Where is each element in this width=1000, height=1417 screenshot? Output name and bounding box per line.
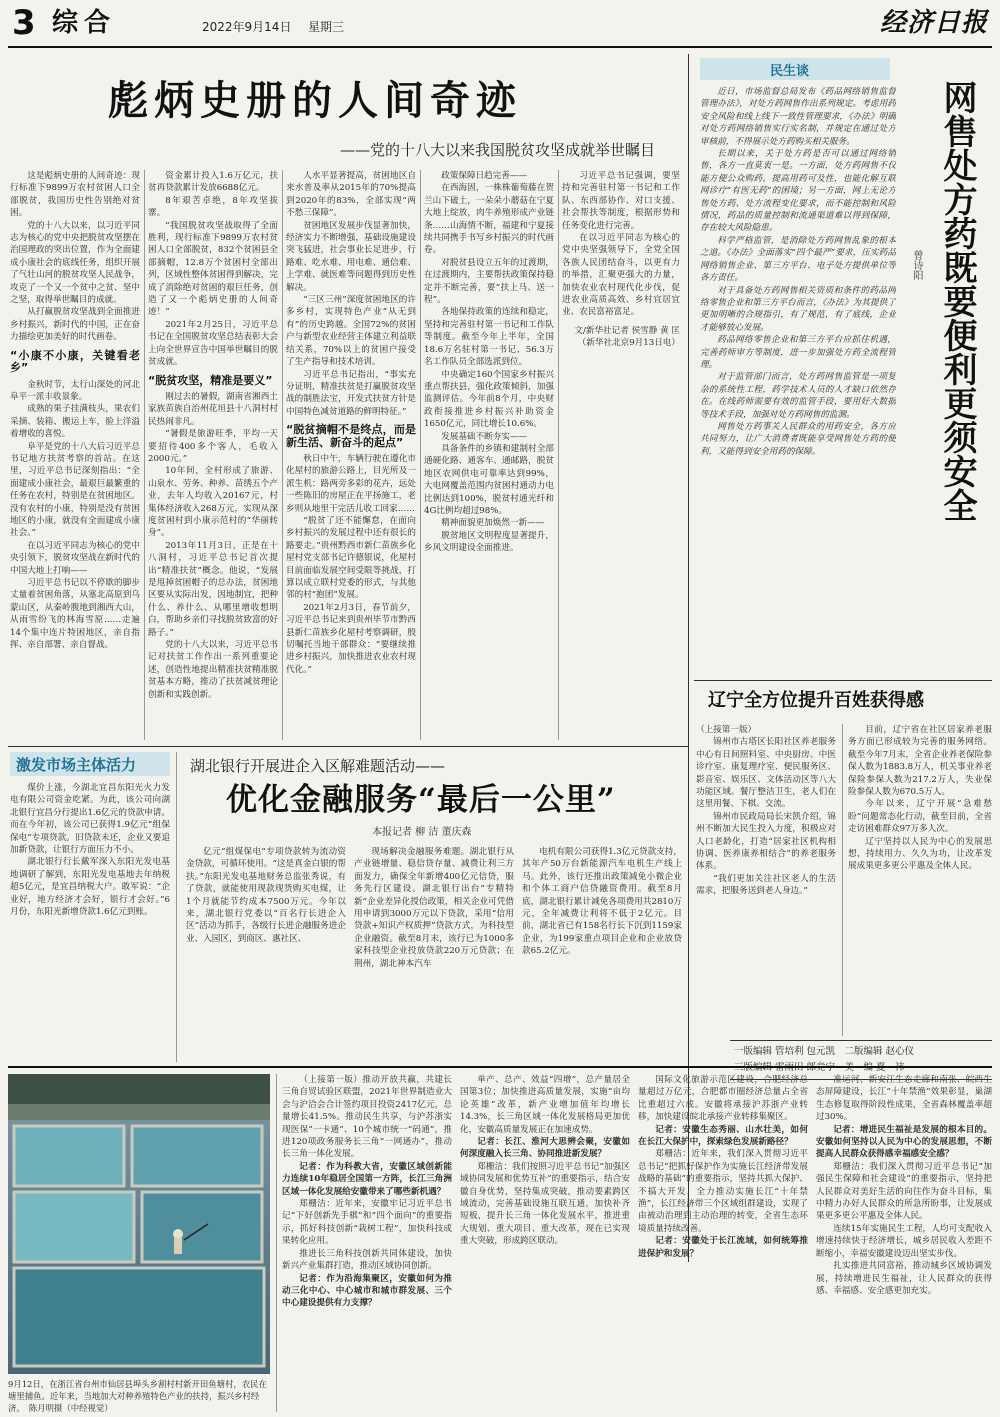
issue-weekday: 星期三 bbox=[308, 20, 345, 34]
lead-paragraph: 金秋时节，太行山深处的河北阜平一派丰收景象。 bbox=[10, 379, 140, 402]
lead-paragraph: 发展基础不断夯实—— bbox=[441, 431, 528, 442]
interview-paragraph: 扎实推进共同富裕，推动城乡区域协调发展，持续增进民生福祉，让人民群众的获得感、幸福感、安全感更加充实。 bbox=[816, 1261, 992, 1296]
interview-question: 记者：安徽处于长江流域，如何统筹推进保护和发展？ bbox=[638, 1236, 808, 1259]
column-paragraph: 网售处方药事关人民群众的用药安全，各方应共同努力，让广大消费者既能享受网售处方药的便利，又能得到安全用药的保障。 bbox=[700, 421, 896, 457]
liaoning-headline: 辽宁全方位提升百姓获得感 bbox=[708, 690, 924, 711]
liaoning-paragraph: 锦州市古塔区长阳社区养老服务中心有日间照料室、中央厨房、中医诊疗室、康复理疗室、便民服务区、影音室、娱乐区、文体活动区等八大功能区域。餐厅整洁卫生，老人们在这里用餐、下棋、交流。 bbox=[696, 737, 836, 810]
lead-paragraph: 在西海固，一株株葡萄藤在贺兰山下破土，一朵朵小蘑菇在宁夏大地上绽放，肉牛养殖形成产业链条……山海情不断，福建和宁夏接续共同携手书写乡村振兴的时代画卷。 bbox=[424, 183, 554, 256]
market-paragraph: 湖北银行行长戴军深入东阳光发电基地调研了解到，东阳光发电基地去年纳税超5亿元，是宜昌纳税大户。敢军说：“企业好，地方经济才会好，银行才会好。”6月份，东阳光新增贷款1.6亿元到账。 bbox=[10, 857, 170, 918]
hubei-paragraph: 现场解决金融服务难题。湖北银行从产业链增量、稳信贷存量、减费让利三方面发力，确保全年新增400亿元信贷，服务先行区建设。湖北银行出台“专精特新”企业差异化授信政策，相关企业可凭借用申请到3000万元以下贷款，采用“信用贷款+知识产权质押”贷款方式，为科技型企业融资。截至8月末，该行已为1000多家科技型企业投放贷款220万元贷款；在荆州，湖北神本汽车 bbox=[354, 847, 514, 969]
lead-column-4 bbox=[424, 170, 554, 740]
lead-paragraph: 对脱贫县设立五年的过渡期，在过渡期内，主要帮扶政策保持稳定并不断完善，要“扶上马、送一程”。 bbox=[424, 257, 554, 306]
lead-paragraph: 党的十八大以来，习近平总书记对扶贫工作作出一系列重要论述，创造性地提出精准扶贫精准脱贫基本方略，推动了扶贫减贫理论创新和实践创新。 bbox=[148, 640, 278, 700]
lead-paragraph: 贫困地区发展步伐显著加快，经济实力不断增强，基础设施建设突飞猛进，社会事业长足进步，行路难、吃水难、用电难、通信难、上学难、就医难等问题得到历史性解决。 bbox=[286, 220, 416, 293]
hubei-column-1 bbox=[186, 846, 346, 1062]
column-divider bbox=[282, 170, 283, 740]
market-paragraph: 煤价上涨，今湖北宜昌东阳光火力发电有限公司资金吃紧。为此，该公司向湖北银行宜昌分行提出1.6亿元的贷款申请。而在今年初，该公司已获得1.9亿元“组保保电”专项贷款。旧贷款未还，企业又要追加新贷款，让银行方面压力不小。 bbox=[10, 783, 170, 856]
interview-paragraph: 单产、总产、效益“四增”，总产量居全国第3位；加快推进高质量发展，实施“亩均论英雄”改革，新产业增加值年均增长14.3%，长三角区域一体化发展格局更加优化，安徽高质量发展正在加速成势。 bbox=[460, 1075, 630, 1135]
lead-paragraph: 习近平总书记指出，“事实充分证明，精准扶贫是打赢脱贫攻坚战的制胜法宝，开发式扶贫方针是中国特色减贫道路的鲜明特征。” bbox=[286, 369, 416, 417]
lead-paragraph: 2021年2月3日，春节前夕，习近平总书记来到贵州毕节市黔西县新仁苗族乡化屋村考察调研，殷切嘱托当地干部群众：“要继续推进乡村振兴，加快推进农业农村现代化。” bbox=[286, 602, 416, 675]
lead-subhead-2: “脱贫攻坚，精准是要义” bbox=[148, 373, 273, 387]
lead-headline: 彪炳史册的人间奇迹 bbox=[108, 77, 522, 124]
interview-column-4 bbox=[816, 1074, 992, 1412]
interview-paragraph: 郑栅洁：近年来，我们深入贯彻习近平总书记“把抓好保护作为实施长江经济带发展战略的基础”的重要指示，坚持共抓大保护、不搞大开发，全力推动实施长江“十年禁渔”，长江经济带三个区域组群建设，实现了由被动治理到主动治理的转变，全省生态环境质量持续改善。 bbox=[638, 1149, 808, 1234]
interview-question: 记者：增进民生福祉是发展的根本目的。安徽如何坚持以人民为中心的发展思想，不断提高人民群众获得感幸福感安全感？ bbox=[816, 1124, 992, 1160]
lead-paragraph: 2013年11月3日，正是在十八洞村，习近平总书记首次提出“精准扶贫”概念。他说，“发展是甩掉贫困帽子的总办法，贫困地区要从实际出发，因地制宜，把种什么、养什么、从哪里增收想明白，帮助乡亲们寻找脱贫致富的好路子。” bbox=[148, 540, 278, 638]
lead-paragraph: 政策保障日趋完善—— bbox=[441, 171, 528, 181]
hubei-paragraph: 亿元“组煤保电”专项贷款转为流动资金贷款，可循环使用。“这是真金白银的帮扶。”东阳光发电基地财务总监张秀说，有了贷款，就能使用现款现货购买电煤，让1个月就能节约成本7500万元。今年以来，湖北银行党委以“百名行长进企入区”活动为抓手，各级行长进企融服务进企业、入园区，到商区、惠社区、 bbox=[186, 847, 346, 944]
lead-paragraph: 秋日中午，车辆行驶在遵化市化屋村的旅游公路上，目光所及一派生机：路两旁多彩的花卉，远处一些陈旧的房屋正在平扬施工，老乡则从地里干完活儿收工回家…… bbox=[286, 453, 416, 514]
interview-paragraph: 郑栅洁：近年来，安徽牢记习近平总书记“下好创新先手棋”和“四个面向”的重要指示，抓好科技创新“栽树工程”，加快科技成果转化应用。 bbox=[282, 1199, 452, 1247]
lead-paragraph: “暑假是旅游旺季，平均一天要招待400多个客人，毛收入2000元。” bbox=[148, 429, 278, 464]
interview-question: 记者：作为沿海集聚区，安徽如何为推动三化中心、中心城市和城市群发展、三个中心建设提供有力支撑？ bbox=[282, 1273, 452, 1309]
lead-paragraph: 中央确定160个国家乡村振兴重点帮扶县，强化政策倾斜，加强监测评估。今年前8个月，中央财政衔接推进乡村振兴补助资金1650亿元，同比增长10.6%。 bbox=[424, 369, 554, 430]
liaoning-paragraph: 锦州市民政局局长宋凯介绍，锦州不断加大民生投入力度，积极应对人口老龄化，打造“居家社区机构相协调、医养康养相结合”的养老服务体系。 bbox=[696, 811, 836, 872]
interview-paragraph: （上接第一版）推动开放共赢，共建长三角自贸试验区联盟，2021年世界制造业大会与沪洽会合计签约项目投资2417亿元，总量增长41.5%。推动民生共享，与沪苏浙实现医保“一卡通”、10个城市统一“码通”，推进120项政务服务长三角“一网通办”，推动长三角一体化发展。 bbox=[282, 1075, 452, 1160]
lead-paragraph: 在以习近平同志为核心的党中央引领下，脱贫攻坚战在新时代的中国大地上打响—— bbox=[10, 540, 140, 576]
lead-paragraph: 脱贫地区文明程度显著提升，乡风文明建设全面推进。 bbox=[424, 530, 554, 554]
lead-column-5 bbox=[562, 170, 680, 740]
lead-paragraph: 在以习近平同志为核心的党中央坚强领导下，全党全国各族人民团结奋斗，以更有力的举措，汇聚更强大的力量，加快农业农村现代化步伐，促进农业高质高效、乡村宜居宜业、农民富裕富足。 bbox=[562, 233, 680, 318]
interview-column-3 bbox=[638, 1074, 808, 1412]
liaoning-paragraph: 辽宁坚持以人民为中心的发展思想，持续用力、久久为功，让改革发展成果更多更公平惠及全体人民。 bbox=[848, 836, 992, 872]
market-body bbox=[10, 782, 170, 1062]
hubei-column-2 bbox=[354, 846, 514, 1062]
page-header bbox=[8, 4, 992, 44]
hubei-paragraph: 电机有限公司获得1.3亿元贷款支持，其年产50万台新能源汽车电机生产线上马。此外，该行还推出政策减免小微企业和个体工商户信贷融资费用。截至8月底，湖北银行累计减免各项费用共2810万元，全年减费让利将不低于2亿元。目前，湖北省已有158名行长下沉到1159家企业，为199家重点项目企业和企业放贷款65.2亿元。 bbox=[522, 847, 682, 957]
column-paragraph: 长期以来，关于处方药是否可以通过网络销售，各方一直莫衷一是。一方面，处方药网售不仅能方便公众购药，提高用药可及性，也能化解互联网诊疗“有医无药”的困境；另一方面，网上无论方售处方药、处方流程变化要求，而不能控制和风险情况，药品的质量控制和流通渠道难以得到保障，存在较大风险隐患。 bbox=[700, 149, 896, 234]
column-headline: 网售处方药既要便利更须安全 bbox=[937, 80, 977, 522]
section-rule bbox=[694, 680, 992, 681]
section-rule bbox=[8, 1066, 992, 1068]
column-divider bbox=[176, 752, 177, 1062]
interview-paragraph: 国际文化旅游示范区建设，合肥经济总量超过万亿元，合肥都市圈经济总量占全省比重超过六成。安徽将承接沪苏浙产业转移，加快建设皖北承接产业转移集聚区。 bbox=[638, 1075, 808, 1123]
market-label-box bbox=[10, 752, 170, 776]
hubei-headline: 优化金融服务“最后一公里” bbox=[226, 782, 616, 818]
column-body bbox=[700, 86, 896, 676]
column-paragraph: 科学严格监管，是消除处方药网售乱象的根本之道。《办法》全面落实“四个最严”要求，压实药品网络销售企业、第三方平台、电子处方提供单位等各方责任。 bbox=[700, 235, 896, 284]
lead-source: （新华社北京9月13日电） bbox=[577, 338, 680, 349]
lead-subhead-3: “脱贫摘帽不是终点，而是新生活、新奋斗的起点” bbox=[286, 423, 416, 449]
interview-question: 记者：作为科教大省，安徽区域创新能力连续10年稳居全国第一方阵，长江三角洲区域一体化发展给安徽带来了哪些新机遇？ bbox=[282, 1161, 452, 1197]
lead-paragraph: 各地保持政策的连续和稳定，坚持和完善驻村第一书记和工作队等制度。截至今年上半年，全国18.6万名驻村第一书记、56.3万名工作队员全部选派到位。 bbox=[424, 307, 554, 368]
liaoning-paragraph: “我们更加关注社区老人的生活需求，把服务送到老人身边。” bbox=[696, 873, 836, 897]
page-number: 3 bbox=[12, 3, 36, 43]
newspaper-logo: 经济日报 bbox=[880, 8, 989, 38]
lead-paragraph: 党的十八大以来，以习近平同志为核心的党中央把脱贫攻坚摆在治国理政的突出位置，作为全面建成小康社会的底线任务，组织开展了气壮山河的脱贫攻坚人民战争，攻克了一个又一个贫中之贫、坚中之坚，取得举世瞩目的成就。 bbox=[10, 220, 140, 306]
lead-column-2 bbox=[148, 170, 278, 740]
column-label-box bbox=[700, 58, 890, 80]
lead-credit: 文/新华社记者 侯雪静 黄 匡 bbox=[574, 325, 680, 336]
column-paragraph: 对于具备处方药网售相关资质和条件的药品网络零售企业和第三方平台而言，《办法》为其提供了更加明晰的合规指引，有了规范，有了底线，企业才能够放心发展。 bbox=[700, 285, 896, 333]
lead-column-1 bbox=[10, 170, 140, 740]
lead-paragraph: 2021年2月25日，习近平总书记在全国脱贫攻坚总结表彰大会上向全世界宣告中国举世瞩目的脱贫成就。 bbox=[148, 319, 278, 368]
lead-paragraph: 这是彪炳史册的人间奇迹：现行标准下9899万农村贫困人口全部脱贫，我国历史性告别绝对贫困。 bbox=[10, 171, 140, 219]
liaoning-body-1 bbox=[696, 724, 836, 1036]
lead-paragraph: “三区三州”深度贫困地区的许多乡村，实现特色产业“从无到有”的历史跨越。全国72%的贫困户与新型农业经营主体建立利益联结关系，70%以上的贫困户接受了生产指导和技术培训。 bbox=[286, 295, 416, 368]
liaoning-body-2 bbox=[848, 724, 992, 1036]
lead-paragraph: “脱贫了还不能懈怠，在面向乡村振兴的发展过程中还有很长的路要走。”贵州黔西市新仁苗族乡化屋村党支部书记许德银说，化屋村目前面临发展空间受限等挑战，打算以成立联村党委的形式，与其他邻的村“抱团”发展。 bbox=[286, 515, 416, 601]
interview-question: 记者：安徽生态秀丽、山水壮美，如何在长江大保护中，探索绿色发展新路径？ bbox=[638, 1124, 808, 1148]
liaoning-paragraph: 今年以来，辽宁开展“急难愁盼”问题常态化行动，截至目前，全省走访困难群众97万多人次。 bbox=[848, 799, 992, 835]
column-paragraph: 对于监管部门而言，处方药网售监管是一项复杂的系统性工程，药学技术人员的人才缺口依然存在。在线药师需要有效的监管手段，要用好大数据等技术手段，加强对处方药网售的监测。 bbox=[700, 372, 896, 420]
interview-paragraph: 推进长三角科技创新共同体建设，加快新兴产业集群打造，推动区域协同创新。 bbox=[282, 1248, 452, 1272]
lead-paragraph: 刚过去的暑假，湖南省湘西土家族苗族自治州花垣县十八洞村村民热闹非凡。 bbox=[148, 391, 278, 427]
lead-paragraph: 从打赢脱贫攻坚战到全面推进乡村振兴，新时代的中国，正在奋力描绘更加美好的时代画卷。 bbox=[10, 307, 140, 343]
lead-paragraph: 精神面貌更加焕然一新—— bbox=[441, 518, 545, 529]
fish-pond-image bbox=[8, 1074, 270, 1374]
lead-paragraph: 8年艰苦卓绝，8年攻坚拔寨。 bbox=[148, 195, 278, 219]
hubei-column-3 bbox=[522, 846, 682, 1062]
liaoning-paragraph: 目前，辽宁省在社区居家养老服务方面已形成较为完善的服务网络。截至今年7月末，全省企业养老保险参保人数为1883.8万人，机关事业养老保险参保人数为217.2万人，失业保险参保人数为670.5万人。 bbox=[848, 725, 992, 798]
interview-column-1 bbox=[282, 1074, 452, 1412]
lead-paragraph: 阜平是党的十八大后习近平总书记地方扶贫考察的首站。在这里，习近平总书记深刻指出：“全面建成小康社会，最艰巨最繁重的任务在农村，特别是在贫困地区。没有农村的小康，特别是没有贫困地区的小康，就没有全面建成小康社会。” bbox=[10, 441, 140, 539]
lead-subhead-1: “小康不小康，关键看老乡” bbox=[10, 348, 140, 375]
fish-pond-photo bbox=[8, 1074, 270, 1374]
lead-paragraph: 习近平总书记强调，要坚持和完善驻村第一书记和工作队、东西部协作、对口支援、社会帮扶等制度，根据形势和任务变化进行完善。 bbox=[562, 171, 680, 231]
lead-paragraph: 习近平总书记以不停歇的脚步丈量着贫困角落，从塞北高原到乌蒙山区，从秦岭腹地到湘西大山，从雨雪纷飞的林海雪原……走遍14个集中连片特困地区，亲自指挥、亲自部署、亲自督战。 bbox=[10, 578, 140, 651]
interview-question: 记者：长江、淮河大思辨会聚，安徽如何深度融入长三角、协同推进新发展？ bbox=[460, 1137, 630, 1160]
lead-paragraph: 成熟的果子挂满枝头，果农们采摘、装箱、搬运上车，脸上洋溢着增收的喜悦。 bbox=[10, 404, 140, 440]
lead-subheadline: ——党的十八大以来我国脱贫攻坚成就举世瞩目 bbox=[340, 141, 656, 159]
hubei-kicker: 湖北银行开展进企入区解难题活动—— bbox=[190, 757, 446, 775]
editors-row: 一版编辑 管培利 包元凯 二版编辑 赵心仪 bbox=[734, 1046, 915, 1057]
lead-paragraph: 10年间，全村形成了旅游、山泉水、劳务、种养、苗绣五个产业，去年人均收入20167元，村集体经济收入268万元，实现从深度贫困村到小康示范村的“华丽转身”。 bbox=[148, 466, 278, 539]
hubei-byline: 本报记者 柳 洁 董庆森 bbox=[372, 827, 472, 838]
photo-caption: 9月12日，在浙江省台州市仙居县埠头乡割村村新开田鱼塘村，农民在塘里捕鱼。近年来，当地加大对种养殖特色产业的扶持，振兴乡村经济。 陈月明摄（中经视觉） bbox=[8, 1379, 267, 1413]
interview-paragraph: 郑栅洁：我们深入贯彻习近平总书记“加强民生保障和社会建设”的重要指示，坚持把人民群众对美好生活的向往作为奋斗目标，集中精力办好人民群众的所急所盼事，让发展成果更多更公平惠及全体人民。 bbox=[816, 1161, 992, 1222]
issue-date: 2022年9月14日 bbox=[202, 20, 292, 34]
column-label: 民生谈 bbox=[770, 64, 810, 79]
section-name: 综合 bbox=[52, 8, 117, 38]
interview-paragraph: 连续15年实施民生工程，人均可支配收入增速持续快于经济增长，城乡居民收入差距不断缩小，幸福安徽建设迈出坚实步伐。 bbox=[816, 1223, 992, 1259]
column-divider bbox=[558, 170, 559, 740]
interview-paragraph: 郑栅洁：我们按照习近平总书记“加强区域协同发展和优势互补”的重要指示，结合安徽自身优势，坚持集成突破，推动要素跨区域流动，完善基础设施互联互通，加快补齐短板，提升长三角一体化发展水平，推进重大规划、重大项目、重大改革，现在已实现重大突破，形成跨区联动。 bbox=[460, 1161, 630, 1247]
interview-column-2 bbox=[460, 1074, 630, 1412]
column-divider bbox=[420, 170, 421, 740]
column-divider bbox=[144, 170, 145, 740]
market-label: 激发市场主体活力 bbox=[16, 756, 137, 774]
lead-paragraph: 具备条件的乡镇和建制村全部通硬化路、通客车、通邮路，脱贫地区农网供电可靠率达到99%，大电网覆盖范围内贫困村通动力电比例达到100%，脱贫村通光纤和4G比例均超过98%。 bbox=[424, 443, 554, 516]
lead-column-3 bbox=[286, 170, 416, 740]
continued-label: （上接第一版） bbox=[696, 725, 757, 735]
masthead-rule bbox=[8, 46, 992, 48]
column-divider bbox=[276, 1074, 277, 1412]
lead-paragraph: 人水平显著提高，贫困地区自来水普及率从2015年的70%提高到2020年的83%，全部实现“两不愁三保障”。 bbox=[286, 171, 416, 219]
column-paragraph: 药品网络零售企业和第三方平台应抓住机遇，完善药师审方等制度，进一步加强处方药全流程管理。 bbox=[700, 335, 896, 370]
section-rule bbox=[8, 746, 688, 747]
interview-paragraph: 准运河、新安江生态走廊和南张、皖西生态屏障建设，长江“十年禁渔”效果彰显，巢湖生态修复取得阶段性成果，全省森林覆盖率超过30%。 bbox=[816, 1075, 992, 1123]
column-author: 曾诗阳 bbox=[911, 250, 922, 280]
column-divider bbox=[842, 724, 843, 1036]
lead-paragraph: 资金累计投入1.6万亿元，扶贫再贷款累计发放6688亿元。 bbox=[148, 171, 278, 194]
lead-paragraph: “我国脱贫攻坚战取得了全面胜利，现行标准下9899万农村贫困人口全部脱贫，832个贫困县全部摘帽，12.8万个贫困村全部出列，区域性整体贫困得到解决，完成了消除绝对贫困的艰巨任务，创造了又一个彪炳史册的人间奇迹！” bbox=[148, 220, 278, 318]
column-paragraph: 近日，市场监督总局发布《药品网络销售监督管理办法》，对处方药网售作出系列规定。考虑用药安全风险和线上线下一致性管理要求，《办法》明确对处方药网络销售实行实名制，并规定在通过处方审核前，不得展示处方药购买相关服务。 bbox=[700, 87, 896, 147]
